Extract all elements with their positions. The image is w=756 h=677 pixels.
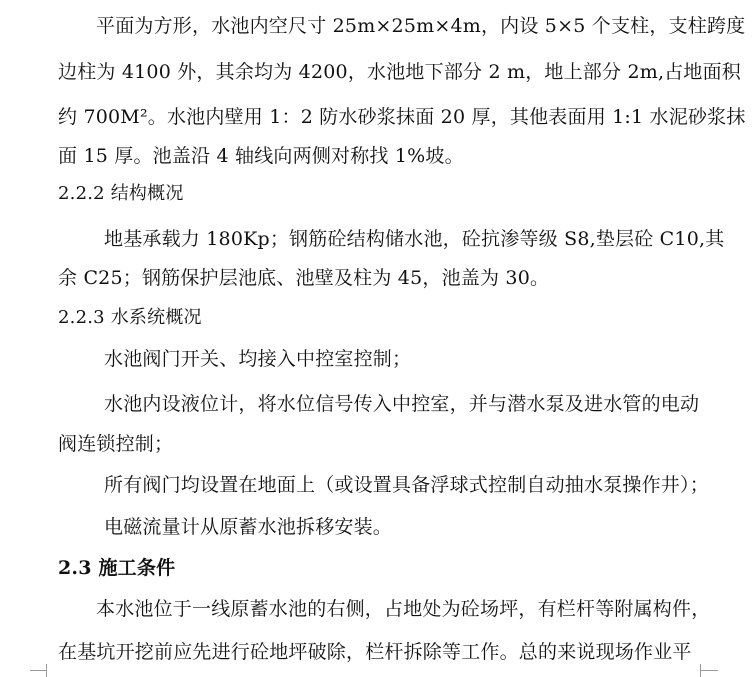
- section-heading-2-2-2: 2.2.2 结构概况: [58, 183, 184, 204]
- paragraph-line: 水池阀门开关、均接入中控室控制；: [104, 348, 412, 370]
- page-corner-mark: [46, 664, 47, 677]
- paragraph-line: 电磁流量计从原蓄水池拆移安装。: [104, 516, 393, 538]
- paragraph-line: 约 700M²。水池内壁用 1：2 防水砂浆抹面 20 厚，其他表面用 1:1 水泥砂浆抹: [58, 106, 746, 128]
- paragraph-line: 在基坑开挖前应先进行砼地坪破除，栏杆拆除等工作。总的来说现场作业平: [58, 641, 692, 663]
- paragraph-line: 边柱为 4100 外，其余均为 4200，水池地下部分 2 m，地上部分 2m,占地面积: [58, 61, 741, 83]
- paragraph-line: 平面为方形，水池内空尺寸 25m×25m×4m，内设 5×5 个支柱，支柱跨度: [96, 15, 746, 37]
- page-corner-mark: [700, 670, 718, 671]
- paragraph-line: 水池内设液位计，将水位信号传入中控室，并与潜水泵及进水管的电动: [104, 393, 700, 415]
- paragraph-line: 所有阀门均设置在地面上（或设置具备浮球式控制自动抽水泵操作井）；: [104, 474, 709, 496]
- paragraph-line: 余 C25；钢筋保护层池底、池壁及柱为 45，池盖为 30。: [58, 267, 550, 289]
- paragraph-line: 阀连锁控制；: [58, 433, 174, 455]
- paragraph-line: 面 15 厚。池盖沿 4 轴线向两侧对称找 1%坡。: [58, 145, 464, 167]
- paragraph-line: 本水池位于一线原蓄水池的右侧，占地处为砼场坪，有栏杆等附属构件，: [96, 598, 711, 620]
- page-corner-mark: [30, 670, 46, 671]
- section-heading-2-2-3: 2.2.3 水系统概况: [58, 307, 202, 328]
- paragraph-line: 地基承载力 180Kp；钢筋砼结构储水池，砼抗渗等级 S8,垫层砼 C10,其: [104, 228, 725, 250]
- section-heading-2-3: 2.3 施工条件: [58, 557, 176, 579]
